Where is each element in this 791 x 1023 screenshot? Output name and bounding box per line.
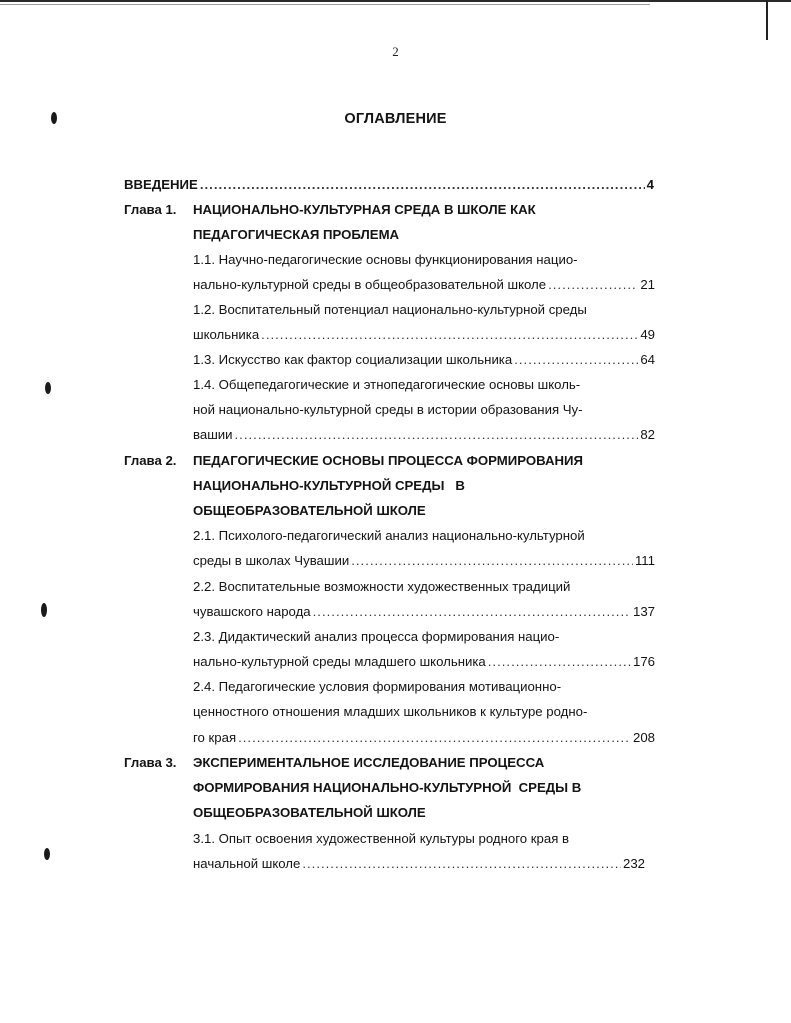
- toc-entry-page: 208: [632, 730, 655, 745]
- toc-entry-section[interactable]: вашии ..... 82: [193, 424, 655, 446]
- toc-entry-page: 82: [640, 427, 655, 442]
- scan-edge-right: [766, 0, 768, 40]
- leader-dots: [514, 349, 638, 371]
- toc-entry-section[interactable]: 2.1. Психолого-педагогический анализ национально-культурной: [193, 528, 585, 543]
- toc-entry-section[interactable]: 1.1. Научно-педагогические основы функционирования нацио-: [193, 252, 578, 267]
- leader-dots: [313, 601, 631, 623]
- scan-edge-top: [0, 0, 791, 2]
- toc-entry-section[interactable]: 1.3. Искусство как фактор социализации школьника ..... 64: [193, 349, 655, 371]
- toc-entry-section[interactable]: среды в школах Чувашии ..... 111: [193, 550, 655, 572]
- toc-entry-page: 111: [634, 553, 655, 568]
- chapter-title[interactable]: НАЦИОНАЛЬНО-КУЛЬТУРНОЙ СРЕДЫ В: [193, 478, 465, 493]
- toc-entry-section[interactable]: 1.2. Воспитательный потенциал национально-культурной среды: [193, 302, 587, 317]
- chapter-label: Глава 1.: [124, 202, 177, 217]
- toc-entry-page: 49: [640, 327, 655, 342]
- chapter-title[interactable]: ЭКСПЕРИМЕНТАЛЬНОЕ ИССЛЕДОВАНИЕ ПРОЦЕССА: [193, 755, 545, 770]
- chapter-title[interactable]: ФОРМИРОВАНИЯ НАЦИОНАЛЬНО-КУЛЬТУРНОЙ СРЕДЫ В: [193, 780, 582, 795]
- scan-edge-top-secondary: [0, 4, 650, 5]
- chapter-title[interactable]: ПЕДАГОГИЧЕСКИЕ ОСНОВЫ ПРОЦЕССА ФОРМИРОВАНИЯ: [193, 453, 583, 468]
- toc-entry-section[interactable]: начальной школе ..... 232: [193, 853, 645, 875]
- binding-hole-mark: [44, 848, 50, 860]
- toc-entry-section[interactable]: чувашского народа ..... 137: [193, 601, 655, 623]
- chapter-title[interactable]: ОБЩЕОБРАЗОВАТЕЛЬНОЙ ШКОЛЕ: [193, 503, 426, 518]
- toc-entry-section[interactable]: 2.2. Воспитательные возможности художественных традиций: [193, 579, 571, 594]
- binding-hole-mark: [45, 382, 51, 394]
- toc-entry-section[interactable]: ной национально-культурной среды в истории образования Чу-: [193, 402, 583, 417]
- toc-entry-section[interactable]: 3.1. Опыт освоения художественной культуры родного края в: [193, 831, 570, 846]
- chapter-title[interactable]: ПЕДАГОГИЧЕСКАЯ ПРОБЛЕМА: [193, 227, 400, 242]
- page-number: 2: [392, 44, 399, 59]
- toc-entry-section[interactable]: 2.3. Дидактический анализ процесса формирования нацио-: [193, 629, 560, 644]
- toc-entry-section[interactable]: нально-культурной среды младшего школьника ..... 176: [193, 651, 655, 673]
- chapter-label: Глава 2.: [124, 453, 177, 468]
- toc-entry-page: 232: [622, 856, 645, 871]
- leader-dots: [235, 424, 639, 446]
- toc-entry-page: 137: [632, 604, 655, 619]
- toc-entry-section[interactable]: 1.4. Общепедагогические и этнопедагогические основы школь-: [193, 377, 581, 392]
- toc-entry-section[interactable]: нально-культурной среды в общеобразовательной школе ..... 21: [193, 274, 655, 296]
- toc-entry-section[interactable]: го края ..... 208: [193, 727, 655, 749]
- leader-dots: [302, 853, 621, 875]
- toc-entry-section[interactable]: школьника ..... 49: [193, 324, 655, 346]
- toc-title: ОГЛАВЛЕНИЕ: [344, 111, 447, 127]
- leader-dots: [238, 727, 631, 749]
- leader-dots: [200, 174, 645, 196]
- toc-entry-page: 4: [646, 177, 654, 192]
- chapter-title[interactable]: НАЦИОНАЛЬНО-КУЛЬТУРНАЯ СРЕДА В ШКОЛЕ КАК: [193, 202, 536, 217]
- binding-hole-mark: [41, 603, 47, 617]
- leader-dots: [548, 274, 638, 296]
- toc-entry-intro[interactable]: [124, 174, 654, 196]
- chapter-title[interactable]: ОБЩЕОБРАЗОВАТЕЛЬНОЙ ШКОЛЕ: [193, 805, 426, 820]
- toc-entry-label: ВВЕДЕНИЕ: [124, 177, 198, 192]
- toc-entry-section[interactable]: ценностного отношения младших школьников к культуре родно-: [193, 704, 588, 719]
- toc-entry-page: 21: [640, 277, 655, 292]
- leader-dots: [261, 324, 638, 346]
- leader-dots: [488, 651, 631, 673]
- leader-dots: [351, 550, 633, 572]
- chapter-label: Глава 3.: [124, 755, 177, 770]
- toc-entry-page: 176: [632, 654, 655, 669]
- toc-entry-section[interactable]: 2.4. Педагогические условия формирования мотивационно-: [193, 679, 562, 694]
- toc-entry-page: 64: [640, 352, 655, 367]
